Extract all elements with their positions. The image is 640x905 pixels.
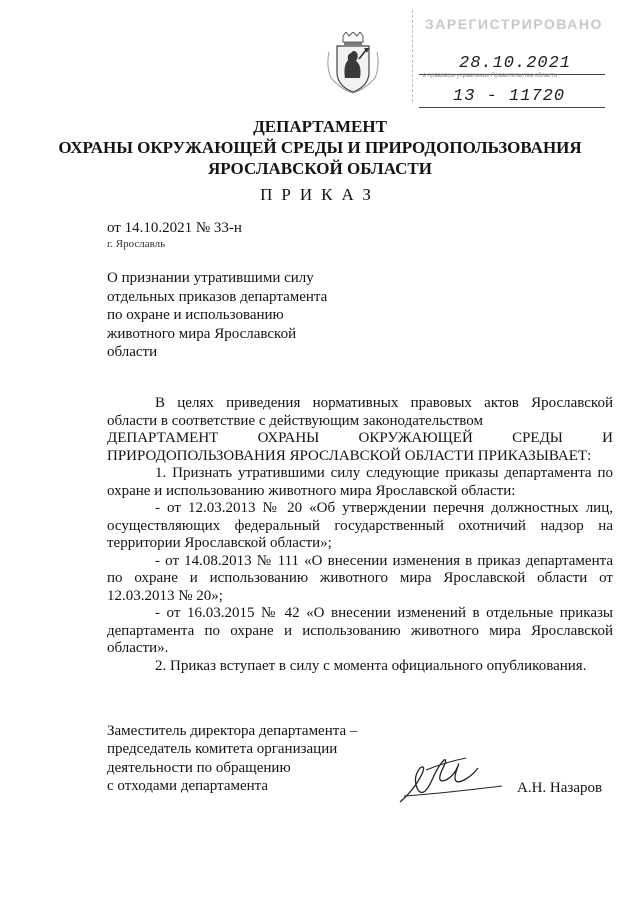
signatory-line: Заместитель директора департамента – bbox=[107, 723, 358, 739]
order-subject: О признании утратившими силу отдельных приказов департамента по охране и использованию животного мира Ярославской области bbox=[107, 270, 328, 360]
decree-heading: ПРИРОДОПОЛЬЗОВАНИЯ ЯРОСЛАВСКОЙ ОБЛАСТИ ПРИКАЗЫВАЕТ: bbox=[107, 447, 592, 464]
decree-item: 1. Признать утратившими силу следующие приказы департамента по охране и использованию животного мира Ярославской области: bbox=[107, 465, 613, 499]
stamp-date: 28.10.2021 bbox=[459, 54, 572, 73]
stamp-registration-number: 13 - 11720 bbox=[453, 87, 566, 106]
signatory-name: А.Н. Назаров bbox=[517, 780, 603, 796]
coat-of-arms-emblem bbox=[326, 32, 380, 94]
order-dateline: от 14.10.2021 № 33-н bbox=[107, 220, 242, 236]
signatory-line: с отходами департамента bbox=[107, 777, 269, 794]
intro-paragraph: В целях приведения нормативных правовых актов Ярославской области в соответствие с действующим законодательством bbox=[107, 395, 613, 429]
decree-item: 2. Приказ вступает в силу с момента официального опубликования. bbox=[155, 657, 587, 674]
stamp-divider bbox=[419, 107, 605, 108]
decree-subitem: - от 14.08.2013 № 111 «О внесении изменения в приказ департамента по охране и использованию животного мира Ярославской области от 12.03.2013 № 20»; bbox=[107, 552, 613, 604]
department-title: ЯРОСЛАВСКОЙ ОБЛАСТИ bbox=[208, 159, 432, 178]
signatory-line: председатель комитета организации bbox=[107, 741, 338, 758]
order-title: ПРИКАЗ bbox=[260, 185, 380, 204]
department-title: ОХРАНЫ ОКРУЖАЮЩЕЙ СРЕДЫ И ПРИРОДОПОЛЬЗОВАНИЯ bbox=[58, 138, 582, 157]
signatory-position bbox=[107, 722, 397, 795]
department-title: ДЕПАРТАМЕНТ bbox=[253, 117, 387, 136]
handwritten-signature bbox=[396, 750, 506, 808]
decree-heading: ДЕПАРТАМЕНТ ОХРАНЫ ОКРУЖАЮЩЕЙ СРЕДЫ И bbox=[107, 430, 613, 446]
registration-stamp bbox=[412, 10, 609, 106]
decree-subitem: - от 16.03.2015 № 42 «О внесении изменений в отдельные приказы департамента по охране и использованию животного мира Ярославской области». bbox=[107, 605, 613, 656]
decree-subitem: - от 12.03.2013 № 20 «Об утверждении перечня должностных лиц, осуществляющих федеральный государственный охотничий надзор на территории Ярославской области»; bbox=[107, 500, 613, 551]
order-city: г. Ярославль bbox=[107, 238, 166, 250]
stamp-title: ЗАРЕГИСТРИРОВАНО bbox=[425, 16, 603, 32]
order-body bbox=[107, 395, 613, 675]
stamp-caption: в правовом управлении Правительства области bbox=[423, 73, 558, 79]
signatory-line: деятельности по обращению bbox=[107, 759, 291, 776]
